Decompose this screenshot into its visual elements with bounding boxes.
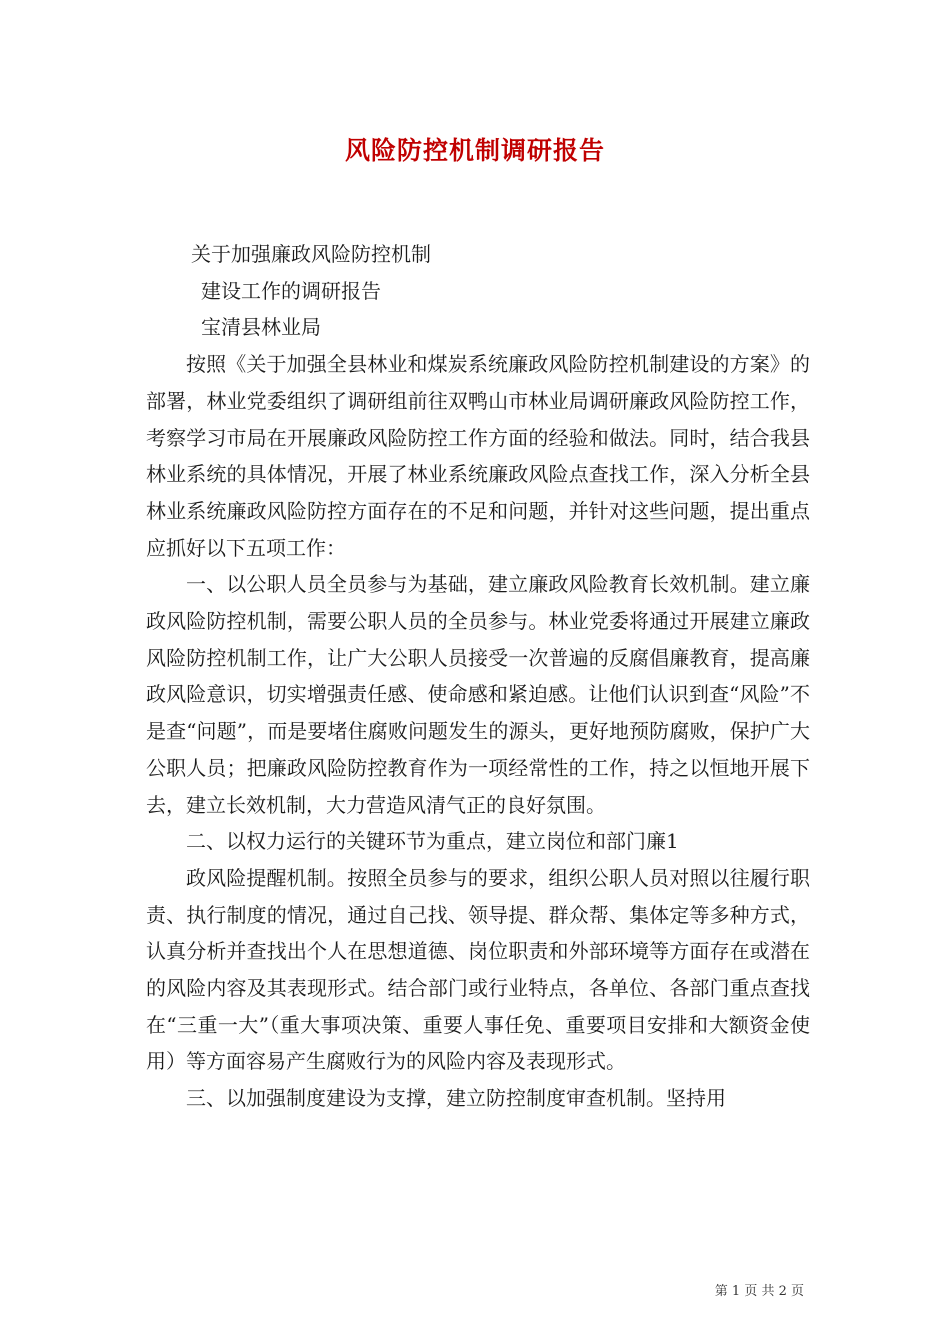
paragraph-item-2: 二、以权力运行的关键环节为重点，建立岗位和部门廉1 [186, 829, 679, 854]
author-line: 宝清县林业局 [201, 315, 321, 340]
document-title: 风险防控机制调研报告 [344, 136, 605, 165]
heading-line-2: 建设工作的调研报告 [201, 278, 381, 303]
paragraph-intro: 按照《关于加强全县林业和煤炭系统廉政风险防控机制建设的方案》的部署，林业党委组织了调研组前往双鸭山市林业局调研廉政风险防控工作，考察学习市局在开展廉政风险防控工作方面的经验和做法。同时，结合我县林业系统的具体情况，开展了林业系统廉政风险点查找工作，深入分析全县林业系统廉政风险防控方面存在的不足和问题，并针对这些问题，提出重点应抓好以下五项工作： [146, 352, 810, 560]
paragraph-item-1: 一、以公职人员全员参与为基础，建立廉政风险教育长效机制。建立廉政风险防控机制，需要公职人员的全员参与。林业党委将通过开展建立廉政风险防控机制工作，让广大公职人员接受一次普遍的反腐倡廉教育，提高廉政风险意识，切实增强责任感、使命感和紧迫感。让他们认识到查“风险”不是查“问题”，而是要堵住腐败问题发生的源头，更好地预防腐败，保护广大公职人员；把廉政风险防控教育作为一项经常性的工作，持之以恒地开展下去，建立长效机制，大力营造风清气正的良好氛围。 [146, 572, 810, 817]
paragraph-item-2-continued: 政风险提醒机制。按照全员参与的要求，组织公职人员对照以往履行职责、执行制度的情况，通过自己找、领导提、群众帮、集体定等多种方式，认真分析并查找出个人在思想道德、岗位职责和外部环境等方面存在或潜在的风险内容及其表现形式。结合部门或行业特点，各单位、各部门重点查找在“三重一大”（重大事项决策、重要人事任免、重要项目安排和大额资金使用）等方面容易产生腐败行为的风险内容及表现形式。 [146, 865, 810, 1074]
heading-line-1: 关于加强廉政风险防控机制 [191, 242, 431, 266]
document-body [146, 236, 810, 1117]
page-number-footer: 第 1 页 共 2 页 [714, 1284, 804, 1299]
paragraph-item-3: 三、以加强制度建设为支撑，建立防控制度审查机制。坚持用 [186, 1086, 726, 1111]
